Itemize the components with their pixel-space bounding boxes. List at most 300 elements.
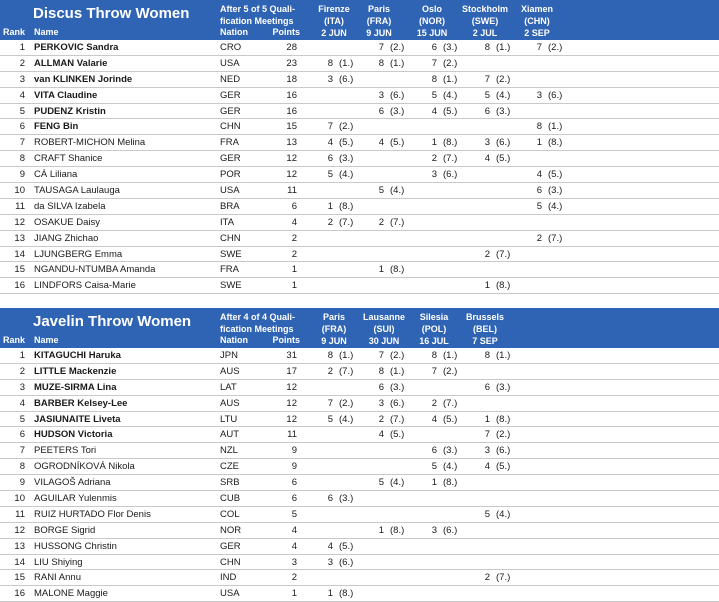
nation-cell: CHN <box>220 121 241 133</box>
meeting-city: Xiamen <box>520 4 553 14</box>
meeting-date: 9 JUN <box>321 336 347 346</box>
points-cell: 6 <box>291 477 297 489</box>
nation-column-header: Nation <box>220 335 248 345</box>
result-points: 4 <box>378 429 384 441</box>
athlete-name: HUSSONG Christin <box>34 540 117 552</box>
table-row <box>0 396 719 412</box>
result-points: 6 <box>378 381 384 393</box>
result-place: (4.) <box>443 89 458 101</box>
result-place: (7.) <box>390 413 405 425</box>
result-points: 5 <box>378 477 384 489</box>
meeting-country: (CHN) <box>524 16 550 26</box>
result-place: (2.) <box>339 397 354 409</box>
rank-cell: 2 <box>19 365 25 377</box>
table-row <box>0 231 719 247</box>
result-place: (3.) <box>339 153 354 165</box>
result-points: 3 <box>484 445 490 457</box>
result-points: 1 <box>431 137 437 149</box>
result-points: 4 <box>431 105 437 117</box>
meeting-country: (SUI) <box>373 324 395 334</box>
result-points: 2 <box>378 413 384 425</box>
rank-cell: 7 <box>19 445 25 457</box>
meeting-country: (ITA) <box>324 16 344 26</box>
result-points: 6 <box>378 105 384 117</box>
rank-cell: 13 <box>14 540 25 552</box>
nation-cell: FRA <box>220 137 239 149</box>
result-points: 3 <box>484 137 490 149</box>
athlete-name: JIANG Zhichao <box>34 232 99 244</box>
points-cell: 2 <box>291 572 297 584</box>
nation-cell: LTU <box>220 413 238 425</box>
result-place: (7.) <box>443 397 458 409</box>
nation-cell: SRB <box>220 477 240 489</box>
result-points: 2 <box>378 216 384 228</box>
result-points: 6 <box>536 185 542 197</box>
result-place: (6.) <box>390 89 405 101</box>
table-row <box>0 40 719 56</box>
result-place: (8.) <box>443 137 458 149</box>
meeting-country: (FRA) <box>366 16 392 26</box>
nation-cell: AUT <box>220 429 239 441</box>
rank-column-header: Rank <box>3 335 26 345</box>
result-place: (8.) <box>443 477 458 489</box>
result-place: (2.) <box>496 73 511 85</box>
nation-cell: NED <box>220 73 241 85</box>
points-cell: 2 <box>291 232 297 244</box>
result-points: 8 <box>484 350 490 361</box>
athlete-name: PERKOVIC Sandra <box>34 42 119 53</box>
result-points: 2 <box>484 248 490 260</box>
athlete-name: PUDENZ Kristin <box>34 105 106 117</box>
result-place: (1.) <box>443 350 458 361</box>
rank-cell: 6 <box>19 121 25 133</box>
result-points: 8 <box>378 365 384 377</box>
meeting-country: (POL) <box>421 324 447 334</box>
result-points: 2 <box>431 397 437 409</box>
result-points: 7 <box>431 365 437 377</box>
result-points: 4 <box>378 137 384 149</box>
athlete-name: RANI Annu <box>34 572 81 584</box>
result-points: 4 <box>327 540 333 552</box>
points-cell: 6 <box>291 493 297 505</box>
result-points: 7 <box>484 429 490 441</box>
meeting-date: 7 SEP <box>472 336 498 346</box>
points-cell: 16 <box>286 105 297 117</box>
result-place: (8.) <box>496 413 511 425</box>
points-cell: 12 <box>286 381 297 393</box>
athlete-name: van KLINKEN Jorinde <box>34 73 133 85</box>
result-place: (1.) <box>339 57 354 69</box>
result-place: (6.) <box>496 137 511 149</box>
meeting-city: Oslo <box>421 4 442 14</box>
meeting-city: Paris <box>322 312 346 322</box>
nation-cell: ITA <box>220 216 235 228</box>
result-place: (7.) <box>390 216 405 228</box>
athlete-name: MALONE Maggie <box>34 588 108 600</box>
nation-cell: FRA <box>220 264 239 276</box>
result-place: (8.) <box>339 588 354 600</box>
nation-cell: AUS <box>220 397 240 409</box>
result-points: 2 <box>431 153 437 165</box>
result-place: (7.) <box>339 365 354 377</box>
rank-cell: 11 <box>15 200 25 212</box>
points-cell: 4 <box>291 524 297 536</box>
result-points: 7 <box>327 397 333 409</box>
nation-cell: COL <box>220 508 240 520</box>
result-points: 4 <box>431 413 437 425</box>
result-place: (1.) <box>390 57 405 69</box>
points-cell: 5 <box>291 508 297 520</box>
rank-cell: 4 <box>19 397 25 409</box>
result-place: (1.) <box>390 365 405 377</box>
athlete-name: LJUNGBERG Emma <box>34 248 123 260</box>
result-points: 3 <box>327 73 333 85</box>
rank-cell: 1 <box>19 350 25 361</box>
result-place: (5.) <box>496 461 511 473</box>
result-place: (6.) <box>443 524 458 536</box>
meeting-column-header <box>455 3 515 39</box>
rank-cell: 14 <box>14 248 25 260</box>
result-place: (3.) <box>443 42 458 53</box>
result-points: 1 <box>431 477 437 489</box>
nation-cell: CHN <box>220 556 241 568</box>
result-place: (8.) <box>390 524 405 536</box>
result-points: 3 <box>536 89 542 101</box>
result-place: (5.) <box>390 429 405 441</box>
table-row <box>0 380 719 396</box>
meeting-city: Stockholm <box>461 4 508 14</box>
result-place: (5.) <box>548 169 563 181</box>
javelin-table-body <box>0 348 719 602</box>
athlete-name: TAUSAGA Laulauga <box>34 185 120 197</box>
table-row <box>0 459 719 475</box>
qualification-note-line2: fication Meetings <box>220 324 294 334</box>
points-cell: 16 <box>286 89 297 101</box>
points-cell: 12 <box>286 397 297 409</box>
athlete-name: CRAFT Shanice <box>34 153 103 165</box>
result-place: (4.) <box>443 461 458 473</box>
rank-cell: 9 <box>19 169 25 181</box>
points-cell: 1 <box>291 588 297 600</box>
rank-cell: 12 <box>14 216 25 228</box>
nation-cell: BRA <box>220 200 240 212</box>
name-column-header: Name <box>34 335 59 345</box>
points-column-header: Points <box>272 335 300 345</box>
athlete-name: RUIZ HURTADO Flor Denis <box>34 508 151 520</box>
result-points: 2 <box>484 572 490 584</box>
nation-cell: CZE <box>220 461 239 473</box>
athlete-name: ALLMAN Valarie <box>34 57 108 69</box>
nation-cell: USA <box>220 185 240 197</box>
rank-cell: 14 <box>14 556 25 568</box>
athlete-name: PEETERS Tori <box>34 445 97 457</box>
result-points: 8 <box>536 121 542 133</box>
result-points: 1 <box>484 280 490 292</box>
result-place: (5.) <box>443 413 458 425</box>
rank-cell: 8 <box>19 461 25 473</box>
meeting-city: Brussels <box>465 312 505 322</box>
rank-cell: 3 <box>19 381 25 393</box>
meeting-column-header <box>349 3 409 39</box>
rank-cell: 8 <box>19 153 25 165</box>
rank-cell: 10 <box>14 185 25 197</box>
table-row <box>0 135 719 151</box>
discus-section <box>0 0 719 294</box>
qualification-note-line1: After 5 of 5 Quali- <box>220 4 296 14</box>
result-place: (7.) <box>496 248 511 260</box>
points-cell: 9 <box>291 461 297 473</box>
table-row <box>0 475 719 491</box>
rank-cell: 5 <box>19 413 25 425</box>
table-row <box>0 570 719 586</box>
result-points: 8 <box>431 73 437 85</box>
rank-cell: 15 <box>14 572 25 584</box>
result-place: (6.) <box>390 397 405 409</box>
result-place: (1.) <box>339 350 354 361</box>
result-points: 5 <box>327 413 333 425</box>
result-place: (6.) <box>496 445 511 457</box>
meeting-date: 2 JUN <box>321 28 347 38</box>
points-cell: 11 <box>287 429 297 441</box>
rank-cell: 10 <box>14 493 25 505</box>
points-cell: 1 <box>291 264 297 276</box>
result-points: 4 <box>484 153 490 165</box>
meeting-country: (SWE) <box>471 16 499 26</box>
result-place: (2.) <box>443 57 458 69</box>
rank-cell: 3 <box>19 73 25 85</box>
result-place: (5.) <box>443 105 458 117</box>
result-points: 4 <box>536 169 542 181</box>
result-place: (1.) <box>496 42 511 53</box>
table-row <box>0 151 719 167</box>
points-cell: 2 <box>291 248 297 260</box>
points-cell: 12 <box>286 153 297 165</box>
result-points: 8 <box>431 350 437 361</box>
athlete-name: HUDSON Victoria <box>34 429 113 441</box>
table-row <box>0 72 719 88</box>
table-row <box>0 104 719 120</box>
result-points: 5 <box>536 200 542 212</box>
table-row <box>0 523 719 539</box>
result-points: 6 <box>484 381 490 393</box>
points-cell: 4 <box>291 540 297 552</box>
athlete-name: AGUILAR Yulenmis <box>34 493 117 505</box>
table-row <box>0 555 719 571</box>
result-place: (8.) <box>496 280 511 292</box>
result-points: 6 <box>431 42 437 53</box>
table-row <box>0 215 719 231</box>
discus-header <box>0 0 719 40</box>
result-points: 1 <box>484 413 490 425</box>
points-cell: 9 <box>291 445 297 457</box>
athlete-name: LITTLE Mackenzie <box>34 365 117 377</box>
points-cell: 12 <box>286 169 297 181</box>
points-cell: 4 <box>291 216 297 228</box>
athlete-name: da SILVA Izabela <box>34 200 106 212</box>
result-place: (3.) <box>339 493 354 505</box>
result-place: (1.) <box>443 73 458 85</box>
result-place: (4.) <box>390 185 405 197</box>
result-place: (7.) <box>548 232 563 244</box>
result-place: (8.) <box>390 264 405 276</box>
rank-cell: 16 <box>14 280 25 292</box>
meeting-date: 9 JUN <box>366 28 392 38</box>
meeting-city: Paris <box>367 4 391 14</box>
nation-cell: CHN <box>220 232 241 244</box>
table-row <box>0 427 719 443</box>
name-column-header: Name <box>34 27 59 37</box>
result-points: 4 <box>484 461 490 473</box>
result-points: 5 <box>484 508 490 520</box>
discus-title: Discus Throw Women <box>33 5 190 22</box>
meeting-country: (NOR) <box>419 16 445 26</box>
result-place: (3.) <box>390 381 405 393</box>
nation-cell: CRO <box>220 42 242 53</box>
points-cell: 28 <box>286 42 297 53</box>
result-points: 8 <box>327 57 333 69</box>
result-place: (3.) <box>390 105 405 117</box>
athlete-name: JASIUNAITE Liveta <box>34 413 121 425</box>
table-row <box>0 167 719 183</box>
points-cell: 11 <box>287 185 297 197</box>
result-points: 2 <box>536 232 542 244</box>
table-row <box>0 539 719 555</box>
table-row <box>0 262 719 278</box>
rank-cell: 1 <box>19 42 25 53</box>
result-points: 2 <box>327 216 333 228</box>
points-cell: 1 <box>291 280 297 292</box>
result-points: 7 <box>431 57 437 69</box>
result-points: 1 <box>536 137 542 149</box>
points-cell: 6 <box>291 200 297 212</box>
nation-cell: IND <box>220 572 237 584</box>
nation-cell: USA <box>220 588 240 600</box>
result-points: 3 <box>378 397 384 409</box>
rank-cell: 4 <box>19 89 25 101</box>
rank-cell: 12 <box>14 524 25 536</box>
result-points: 5 <box>327 169 333 181</box>
result-place: (3.) <box>496 105 511 117</box>
result-points: 3 <box>431 524 437 536</box>
rank-cell: 6 <box>19 429 25 441</box>
meeting-column-header <box>453 311 517 347</box>
table-row <box>0 491 719 507</box>
athlete-name: VITA Claudine <box>34 89 98 101</box>
javelin-title: Javelin Throw Women <box>33 313 192 330</box>
result-points: 7 <box>378 350 384 361</box>
table-row <box>0 119 719 135</box>
result-points: 8 <box>378 57 384 69</box>
nation-cell: LAT <box>220 381 237 393</box>
points-cell: 17 <box>286 365 297 377</box>
result-place: (2.) <box>443 365 458 377</box>
result-place: (4.) <box>390 477 405 489</box>
athlete-name: NGANDU-NTUMBA Amanda <box>34 264 156 276</box>
table-row <box>0 443 719 459</box>
javelin-section <box>0 308 719 602</box>
result-place: (3.) <box>443 445 458 457</box>
result-place: (1.) <box>548 121 563 133</box>
nation-column-header: Nation <box>220 27 248 37</box>
result-place: (5.) <box>496 153 511 165</box>
athlete-name: OSAKUE Daisy <box>34 216 100 228</box>
table-row <box>0 278 719 294</box>
athlete-name: LIU Shiying <box>34 556 83 568</box>
points-cell: 23 <box>286 57 297 69</box>
meeting-date: 2 SEP <box>524 28 550 38</box>
rank-cell: 9 <box>19 477 25 489</box>
meeting-city: Lausanne <box>362 312 405 322</box>
meeting-date: 16 JUL <box>419 336 449 346</box>
nation-cell: POR <box>220 169 241 181</box>
result-place: (5.) <box>339 540 354 552</box>
nation-cell: GER <box>220 89 241 101</box>
rank-cell: 13 <box>14 232 25 244</box>
result-place: (6.) <box>339 556 354 568</box>
result-place: (7.) <box>443 153 458 165</box>
result-place: (6.) <box>339 73 354 85</box>
result-points: 6 <box>484 105 490 117</box>
table-row <box>0 412 719 428</box>
result-points: 2 <box>327 365 333 377</box>
result-place: (8.) <box>339 200 354 212</box>
result-points: 3 <box>378 89 384 101</box>
meeting-country: (BEL) <box>473 324 497 334</box>
rank-cell: 2 <box>19 57 25 69</box>
result-points: 8 <box>484 42 490 53</box>
result-place: (4.) <box>339 169 354 181</box>
athlete-name: KITAGUCHI Haruka <box>34 350 121 361</box>
discus-table-body <box>0 40 719 294</box>
nation-cell: SWE <box>220 280 242 292</box>
meeting-date: 15 JUN <box>416 28 448 38</box>
nation-cell: GER <box>220 540 241 552</box>
athlete-name: VILAGOŠ Adriana <box>34 477 111 489</box>
rank-cell: 15 <box>14 264 25 276</box>
nation-cell: NZL <box>220 445 238 457</box>
athlete-name: BARBER Kelsey-Lee <box>34 397 128 409</box>
result-points: 1 <box>378 264 384 276</box>
table-row <box>0 88 719 104</box>
result-place: (7.) <box>496 572 511 584</box>
nation-cell: NOR <box>220 524 242 536</box>
points-cell: 3 <box>291 556 297 568</box>
result-points: 4 <box>327 137 333 149</box>
result-points: 3 <box>431 169 437 181</box>
result-points: 6 <box>327 153 333 165</box>
nation-cell: GER <box>220 105 241 117</box>
nation-cell: USA <box>220 57 240 69</box>
table-row <box>0 507 719 523</box>
qualification-note-line1: After 4 of 4 Quali- <box>220 312 296 322</box>
result-points: 5 <box>378 185 384 197</box>
points-column-header: Points <box>272 27 300 37</box>
result-points: 6 <box>327 493 333 505</box>
table-row <box>0 56 719 72</box>
table-row <box>0 199 719 215</box>
athlete-name: FENG Bin <box>34 121 79 133</box>
result-place: (2.) <box>548 42 563 53</box>
athlete-name: LINDFORS Caisa-Marie <box>34 280 136 292</box>
result-place: (5.) <box>390 137 405 149</box>
result-points: 5 <box>431 89 437 101</box>
qualification-note-line2: fication Meetings <box>220 16 294 26</box>
result-place: (5.) <box>339 137 354 149</box>
result-place: (8.) <box>548 137 563 149</box>
rank-cell: 11 <box>15 508 25 520</box>
athlete-name: ROBERT-MICHON Melina <box>34 137 146 149</box>
result-place: (6.) <box>443 169 458 181</box>
